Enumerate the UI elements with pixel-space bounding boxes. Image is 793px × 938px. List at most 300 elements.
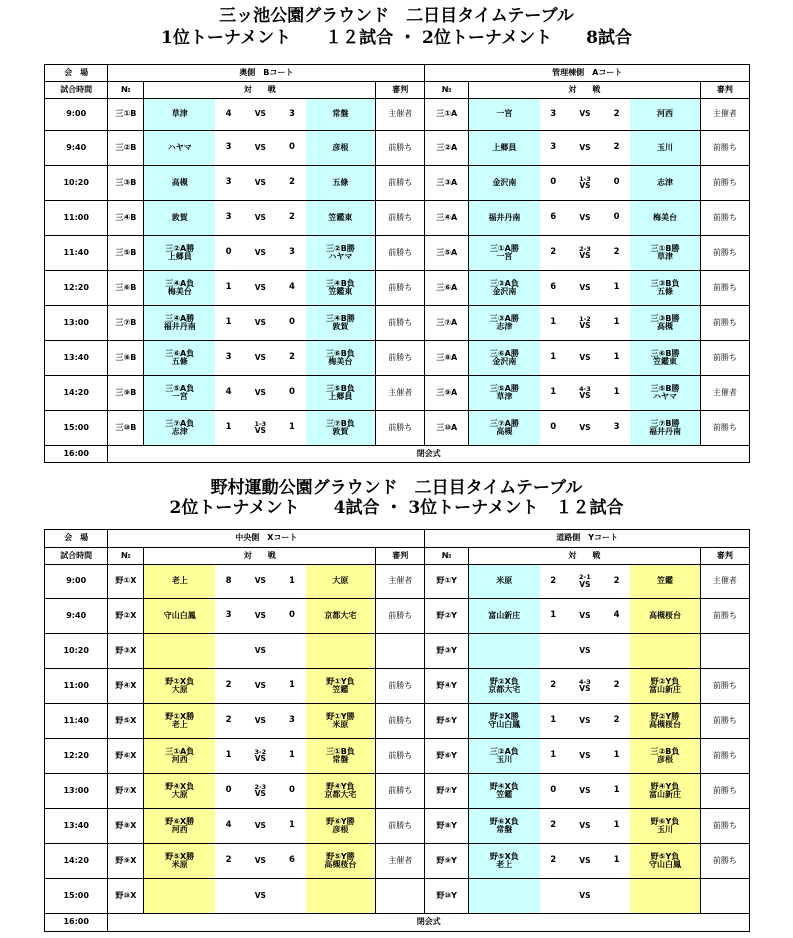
match-time <box>45 201 108 236</box>
vs-cell <box>567 599 603 634</box>
referee <box>376 131 425 166</box>
score-a-value: 2 <box>550 680 557 691</box>
team-a-name: 三①A負 <box>165 746 195 756</box>
match-number <box>108 306 144 341</box>
team-a-name: 野⑥X負 <box>489 816 519 826</box>
team-a-sub: 高槻 <box>496 427 513 436</box>
time-value: 11:00 <box>63 680 89 690</box>
referee-value: 前勝ち <box>388 317 413 327</box>
score-a-value: 0 <box>225 785 232 796</box>
team-b <box>306 271 376 306</box>
score-b-value: 2 <box>289 177 295 188</box>
vs-label: VS <box>579 855 591 865</box>
team-a-name: 野④X負 <box>489 781 519 791</box>
team-a-sub: 笠鑑 <box>496 790 513 799</box>
match-number <box>425 634 469 669</box>
match-no: 野⑥Y <box>436 750 457 760</box>
referee <box>376 669 425 704</box>
referee-value: 前勝ち <box>388 247 413 257</box>
score-b-value: 1 <box>613 855 620 866</box>
match-number <box>425 739 469 774</box>
team-b-sub: 笠鑑 <box>332 685 349 694</box>
team-a-name: 三④A負 <box>165 278 195 288</box>
referee-value: 前勝ち <box>712 212 737 222</box>
team-b-name: 笠鑑東 <box>328 212 353 222</box>
team-a-sub: 河西 <box>171 825 188 834</box>
closing-time <box>45 446 108 463</box>
score-a-value: 2 <box>225 680 232 691</box>
score-b <box>278 669 305 704</box>
score-b <box>278 739 305 774</box>
team-b-name: 梅美台 <box>653 212 678 222</box>
referee <box>700 341 749 376</box>
score-b <box>603 809 630 844</box>
match-time <box>45 774 108 809</box>
score-b <box>278 844 305 879</box>
team-b-sub: 富山新庄 <box>648 685 681 694</box>
match-no: 野③X <box>115 645 137 655</box>
referee-value: 前勝ち <box>388 785 413 795</box>
match-time <box>45 844 108 879</box>
court-left-header <box>108 530 425 548</box>
team-b-name: 高槻桜台 <box>648 610 681 620</box>
team-a <box>144 166 215 201</box>
score-a <box>215 131 242 166</box>
referee-value: 前勝ち <box>388 680 413 690</box>
team-b-name: 三⑤B負 <box>325 383 355 393</box>
match-no: 三⑨A <box>436 387 458 397</box>
team-b-name: 三⑥B勝 <box>650 348 680 358</box>
match-number <box>108 131 144 166</box>
team-b-name: 野⑤Y負 <box>650 851 680 861</box>
team-b-sub: 福井丹南 <box>649 427 682 436</box>
team-b-sub: 彦根 <box>332 825 349 834</box>
vs-label: VS <box>579 251 591 261</box>
match-no: 三⑦A <box>436 317 458 327</box>
team-a <box>469 236 540 271</box>
court-left-header <box>108 65 425 82</box>
team-a <box>469 376 540 411</box>
referee <box>700 844 749 879</box>
score-a <box>540 599 567 634</box>
match-no: 野⑧X <box>115 820 137 830</box>
vs-cell <box>242 739 278 774</box>
match-number <box>108 634 144 669</box>
score-b <box>603 376 630 411</box>
referee <box>376 634 425 669</box>
score-b <box>603 565 630 599</box>
match-time <box>45 599 108 634</box>
team-a-sub: 志津 <box>496 322 513 331</box>
vs-cell <box>242 599 278 634</box>
score-a <box>540 236 567 271</box>
referee-value: 前勝ち <box>388 715 413 725</box>
referee <box>700 669 749 704</box>
team-b-name: 野①Y勝 <box>326 711 355 721</box>
referee <box>376 411 425 446</box>
score-a <box>540 774 567 809</box>
team-b-name: 野④Y負 <box>650 781 680 791</box>
referee <box>700 879 749 914</box>
match-no: 三⑦B <box>115 317 137 327</box>
team-b-name: 三⑦B負 <box>325 418 355 428</box>
vs-label: VS <box>254 645 266 655</box>
match-time <box>45 131 108 166</box>
score-b-value: 1 <box>613 785 620 796</box>
venue-label: 会 場 <box>64 533 89 543</box>
vs-label: VS <box>579 645 591 655</box>
team-a-sub: 志津 <box>171 427 188 436</box>
score-b <box>278 565 305 599</box>
vs-cell <box>242 306 278 341</box>
team-b <box>306 411 376 446</box>
team-b-sub: 玉川 <box>656 825 673 834</box>
match-number <box>108 669 144 704</box>
vs-cell <box>567 166 603 201</box>
team-b-name: 彦根 <box>332 142 349 152</box>
team-a <box>144 739 215 774</box>
score-a-value: 4 <box>225 820 232 831</box>
section2-title-line1: 野村運動公園グラウンド 二日目タイムテーブル <box>210 478 583 498</box>
score-a-value: 1 <box>225 750 232 761</box>
team-a <box>469 844 540 879</box>
vs-label: VS <box>579 181 591 191</box>
score-b-value: 3 <box>289 247 295 258</box>
no-header-right <box>425 548 469 565</box>
score-b <box>603 739 630 774</box>
referee <box>700 809 749 844</box>
referee <box>700 634 749 669</box>
table-row <box>45 634 750 669</box>
team-a-sub: 大原 <box>171 685 188 694</box>
score-a <box>215 341 242 376</box>
score-a <box>540 669 567 704</box>
referee-value: 前勝ち <box>388 750 413 760</box>
match-number <box>425 599 469 634</box>
vs-cell <box>242 411 278 446</box>
table-row <box>45 599 750 634</box>
score-a-value: 1 <box>550 352 557 363</box>
vs-label: VS <box>579 109 591 119</box>
team-a-sub: 守山白鳳 <box>488 720 521 729</box>
referee <box>700 739 749 774</box>
team-b-sub: 守山白鳳 <box>648 860 681 869</box>
vs-cell <box>567 99 603 131</box>
time-value: 9:40 <box>66 142 87 152</box>
score-b <box>278 99 305 131</box>
team-b <box>630 704 700 739</box>
score-b-value: 4 <box>289 282 295 293</box>
team-b-sub: 敦賀 <box>332 322 349 331</box>
section1-title-line2: 1位トーナメント １２試合 ・ 2位トーナメント 8試合 <box>161 28 632 48</box>
score-b-value: 2 <box>289 212 295 223</box>
team-b-name: 野⑥Y負 <box>650 816 680 826</box>
team-a-name: ハヤマ <box>167 142 192 152</box>
score-a-value: 2 <box>550 247 557 258</box>
court-right-label: 道路側 Yコート <box>556 533 619 543</box>
vs-label: VS <box>254 109 266 119</box>
referee <box>376 809 425 844</box>
pk-score: 1-3 <box>579 174 591 183</box>
match-label: 対 戦 <box>243 84 276 94</box>
vs-cell <box>242 201 278 236</box>
score-a <box>540 376 567 411</box>
venue-label: 会 場 <box>64 67 89 77</box>
team-a-name: 草津 <box>171 109 188 119</box>
team-a-sub: 一宮 <box>171 392 188 401</box>
team-b <box>630 599 700 634</box>
score-b-value: 1 <box>613 387 620 398</box>
section1-title-line1: 三ッ池公園グラウンド 二日目タイムテーブル <box>219 6 574 26</box>
match-label: 対 戦 <box>568 550 601 560</box>
score-b <box>278 774 305 809</box>
team-b <box>630 669 700 704</box>
score-a-value: 0 <box>550 177 557 188</box>
match-header-left <box>144 548 376 565</box>
team-a-name: 野①X勝 <box>165 711 195 721</box>
team-a <box>469 201 540 236</box>
closing-ceremony <box>108 446 750 463</box>
team-b-name: 野④Y負 <box>326 781 355 791</box>
score-b <box>603 704 630 739</box>
pk-score: 2-3 <box>254 782 267 791</box>
referee <box>700 201 749 236</box>
vs-cell <box>242 809 278 844</box>
team-b-sub: 米原 <box>332 720 349 729</box>
score-a-value: 3 <box>225 177 232 188</box>
score-a <box>540 809 567 844</box>
team-b <box>630 844 700 879</box>
match-number <box>425 565 469 599</box>
time-value: 14:20 <box>63 387 89 397</box>
score-a <box>540 565 567 599</box>
score-b <box>603 271 630 306</box>
match-no: 野⑤Y <box>436 715 457 725</box>
score-b-value: 1 <box>613 750 620 761</box>
score-b-value: 1 <box>613 317 620 328</box>
referee-value: 前勝ち <box>712 352 737 362</box>
team-a-sub: 一宮 <box>496 252 513 261</box>
vs-label: VS <box>579 750 591 760</box>
vs-cell <box>242 99 278 131</box>
referee <box>700 704 749 739</box>
vs-label: VS <box>254 820 266 830</box>
vs-label: VS <box>579 785 591 795</box>
team-b-sub: 高槻桜台 <box>324 860 357 869</box>
team-a-sub: 金沢南 <box>492 287 517 296</box>
team-b-name: 三④B勝 <box>325 313 355 323</box>
team-b-name: 三②B勝 <box>325 243 355 253</box>
team-a-sub: 常盤 <box>496 825 513 834</box>
team-a-name: 野⑥X勝 <box>165 816 195 826</box>
match-no: 野⑥X <box>115 750 137 760</box>
team-a <box>144 376 215 411</box>
team-a <box>144 879 215 914</box>
referee-value: 主催者 <box>712 576 737 586</box>
match-number <box>108 879 144 914</box>
match-number <box>425 879 469 914</box>
match-no: 三⑤B <box>115 247 137 257</box>
team-a-sub: 米原 <box>171 860 188 869</box>
team-a-sub: 老上 <box>496 860 513 869</box>
score-b <box>603 166 630 201</box>
match-time <box>45 306 108 341</box>
timetable-sannoike <box>44 64 750 463</box>
score-a-value: 3 <box>225 610 232 621</box>
match-number <box>108 236 144 271</box>
team-a-name: 野⑤X負 <box>489 851 519 861</box>
time-value: 14:20 <box>63 855 89 865</box>
team-a-sub: 老上 <box>171 720 188 729</box>
score-a <box>215 599 242 634</box>
match-header-right <box>469 82 701 99</box>
vs-label: VS <box>254 576 266 586</box>
score-b-value: 0 <box>613 177 620 188</box>
team-a-name: 老上 <box>171 576 188 586</box>
referee-value: 主催者 <box>712 109 737 119</box>
referee <box>700 599 749 634</box>
referee-value: 前勝ち <box>388 177 413 187</box>
team-a-name: 野①X負 <box>165 676 195 686</box>
court-left-label: 中央側 Xコート <box>235 533 298 543</box>
referee-value: 前勝ち <box>712 610 737 620</box>
vs-label: VS <box>254 680 266 690</box>
score-a-value: 3 <box>225 142 232 153</box>
team-a-name: 三④A勝 <box>165 313 195 323</box>
referee <box>376 271 425 306</box>
table-row <box>45 376 750 411</box>
team-b-name: 河西 <box>657 109 674 119</box>
match-no: 三②A <box>436 142 458 152</box>
team-b <box>630 99 700 131</box>
match-time <box>45 739 108 774</box>
team-a-sub: 京都大宅 <box>488 685 521 694</box>
team-a-sub: 梅美台 <box>167 287 192 296</box>
score-b-value: 1 <box>289 820 295 831</box>
team-b-sub: 京都大宅 <box>324 790 357 799</box>
referee <box>700 166 749 201</box>
team-b <box>630 774 700 809</box>
vs-cell <box>567 774 603 809</box>
vs-label: VS <box>254 387 266 397</box>
score-b <box>278 704 305 739</box>
team-a-sub: 五條 <box>171 357 188 366</box>
referee-value: 前勝ち <box>712 422 737 432</box>
team-b-name: 三①B勝 <box>650 243 680 253</box>
match-number <box>425 774 469 809</box>
team-a <box>469 809 540 844</box>
court-left-label: 奥側 Bコート <box>239 67 294 77</box>
team-a <box>144 704 215 739</box>
vs-label: VS <box>579 321 591 331</box>
score-b-value: 2 <box>613 575 620 586</box>
match-no: 三④A <box>436 212 458 222</box>
vs-label: VS <box>579 684 591 694</box>
team-b <box>630 634 700 669</box>
table-row <box>45 844 750 879</box>
timetable-nomura <box>44 529 750 932</box>
table-row <box>45 669 750 704</box>
vs-cell <box>567 809 603 844</box>
team-b <box>630 236 700 271</box>
vs-label: VS <box>254 890 266 900</box>
score-b <box>603 131 630 166</box>
match-label: 対 戦 <box>568 84 601 94</box>
team-a <box>469 879 540 914</box>
referee <box>376 599 425 634</box>
team-a-name: 敦賀 <box>171 212 188 222</box>
match-number <box>108 201 144 236</box>
referee <box>700 411 749 446</box>
team-b-name: 笠鑑 <box>656 576 673 586</box>
score-b-value: 3 <box>289 108 295 119</box>
score-b <box>603 844 630 879</box>
score-a <box>215 306 242 341</box>
score-a-value: 3 <box>550 142 557 153</box>
team-b-sub: 彦根 <box>656 755 673 764</box>
team-b-name: 五條 <box>332 177 349 187</box>
score-b-value: 1 <box>289 680 295 691</box>
team-a <box>144 565 215 599</box>
no-label: № <box>441 84 452 94</box>
score-a <box>215 809 242 844</box>
team-a <box>469 271 540 306</box>
team-b-name: 三⑦B勝 <box>650 418 680 428</box>
ref-label: 審判 <box>392 550 409 560</box>
time-value: 13:00 <box>63 317 89 327</box>
team-a-name: 金沢南 <box>492 177 517 187</box>
table-row <box>45 704 750 739</box>
match-number <box>108 166 144 201</box>
no-header-right <box>425 82 469 99</box>
match-no: 野⑩X <box>115 890 137 900</box>
score-b-value: 0 <box>613 212 620 223</box>
team-a-name: 守山白鳳 <box>163 610 196 620</box>
team-b-sub: 常盤 <box>332 755 349 764</box>
table-row <box>45 739 750 774</box>
pk-score: 4-3 <box>579 384 591 393</box>
match-number <box>425 376 469 411</box>
team-a <box>469 774 540 809</box>
closing-time-value: 16:00 <box>63 917 89 927</box>
vs-label: VS <box>254 142 266 152</box>
score-b <box>603 306 630 341</box>
score-b-value: 2 <box>289 352 295 363</box>
table-row <box>45 306 750 341</box>
time-value: 15:00 <box>63 422 89 432</box>
team-a <box>144 131 215 166</box>
time-value: 9:00 <box>66 576 87 586</box>
match-no: 三⑧A <box>436 352 458 362</box>
score-b <box>278 131 305 166</box>
score-b <box>278 599 305 634</box>
team-a-name: 福井丹南 <box>488 212 521 222</box>
score-a-value: 1 <box>225 317 232 328</box>
referee-value: 前勝ち <box>712 820 737 830</box>
team-b-sub: 笠鑑東 <box>328 287 353 296</box>
score-b-value: 3 <box>613 422 620 433</box>
match-time <box>45 376 108 411</box>
match-time <box>45 166 108 201</box>
team-a-name: 三⑤A勝 <box>489 383 519 393</box>
team-a-name: 三①A勝 <box>489 243 519 253</box>
referee-value: 主催者 <box>712 387 737 397</box>
pk-score: 3-2 <box>254 747 267 756</box>
score-b-value: 1 <box>289 750 295 761</box>
match-no: 三②B <box>115 142 137 152</box>
score-b <box>603 236 630 271</box>
score-a-value: 2 <box>225 715 232 726</box>
